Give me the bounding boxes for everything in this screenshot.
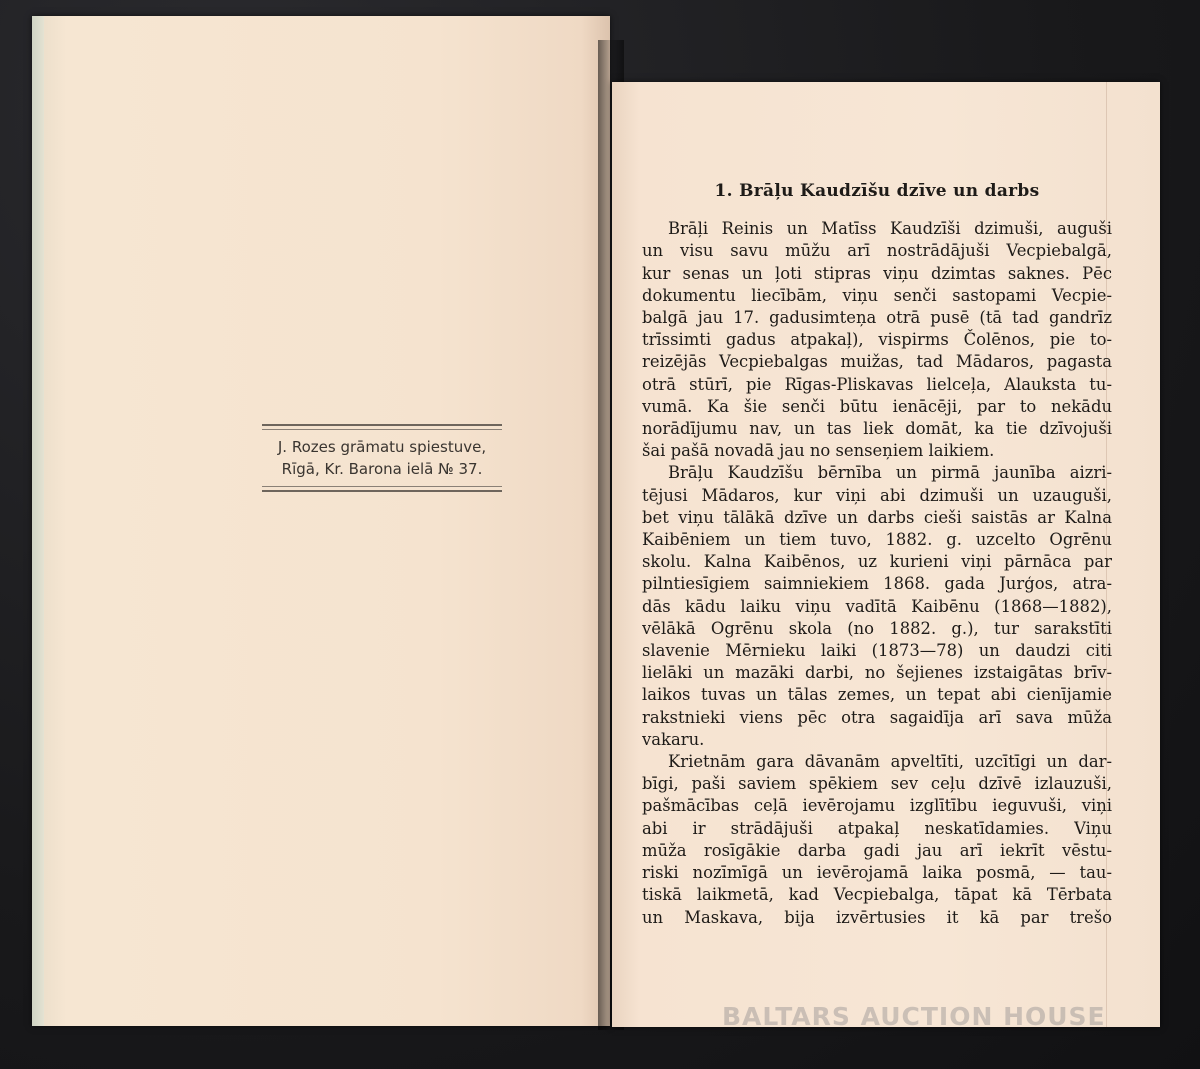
paragraph-3 xyxy=(642,751,1112,929)
text-line: vakaru. xyxy=(642,729,705,749)
text-line: trīssimti gadus atpakaļ), vispirms Čolēnos, pie to- xyxy=(642,330,1112,350)
paragraph-1 xyxy=(642,218,1112,462)
text-line: kur senas un ļoti stipras viņu dzimtas saknes. Pēc xyxy=(642,263,1112,283)
text-line: tiskā laikmetā, kad Vecpiebalga, tāpat kā Tērbata xyxy=(642,885,1112,905)
paragraph-2 xyxy=(642,462,1112,751)
text-line: balgā jau 17. gadusimteņa otrā pusē (tā tad gandrīz xyxy=(642,308,1112,328)
text-line: Krietnām gara dāvanām apveltīti, uzcītīgi un dar- xyxy=(668,752,1112,772)
text-line: otrā stūrī, pie Rīgas-Pliskavas lielceļa, Alauksta tu- xyxy=(642,374,1112,394)
chapter-text xyxy=(642,180,1112,929)
chapter-title: 1. Brāļu Kaudzīšu dzīve un darbs xyxy=(714,181,1040,201)
text-line: vumā. Ka šie senči būtu ienācēji, par to nekādu xyxy=(642,396,1112,416)
text-line: pilntiesīgiem saimniekiem 1868. gada Jurģos, atra- xyxy=(642,574,1112,594)
left-page-edge xyxy=(32,16,44,1026)
text-line: riski nozīmīgā un ievērojamā laika posmā, — tau- xyxy=(642,863,1112,883)
text-line: dās kādu laiku viņu vadītā Kaibēnu (1868—1882), xyxy=(642,596,1112,616)
text-line: šai pašā novadā jau no senseņiem laikiem. xyxy=(642,441,995,461)
text-line: skolu. Kalna Kaibēnos, uz kurieni viņi pārnāca par xyxy=(642,552,1112,572)
left-page xyxy=(32,16,610,1026)
auction-house-watermark: BALTARS AUCTION HOUSE xyxy=(722,1002,1106,1031)
text-line: tējusi Mādaros, kur viņi abi dzimuši un uzauguši, xyxy=(642,485,1112,505)
text-line: laikos tuvas un tālas zemes, un tepat abi cienījamie xyxy=(642,685,1112,705)
imprint-line-2: Rīgā, Kr. Barona ielā № 37. xyxy=(281,460,483,478)
text-line: slavenie Mērnieku laiki (1873—78) un daudzi citi xyxy=(642,641,1112,661)
text-line: norādījumu nav, un tas liek domāt, ka tie dzīvojuši xyxy=(642,419,1112,439)
text-line: vēlākā Ogrēnu skola (no 1882. g.), tur sarakstīti xyxy=(642,618,1112,638)
text-line: mūža rosīgākie darba gadi jau arī iekrīt vēstu- xyxy=(642,840,1112,860)
right-page xyxy=(612,82,1160,1027)
text-line: un visu savu mūžu arī nostrādājuši Vecpiebalgā, xyxy=(642,241,1112,261)
imprint-line-1: J. Rozes grāmatu spiestuve, xyxy=(277,438,487,456)
text-line: abi ir strādājuši atpakaļ neskatīdamies. Viņu xyxy=(642,818,1112,838)
printer-imprint xyxy=(262,424,502,492)
text-line: dokumentu liecībām, viņu senči sastopami Vecpie- xyxy=(642,285,1112,305)
text-line: reizējās Vecpiebalgas muižas, tad Mādaros, pagasta xyxy=(642,352,1112,372)
text-line: lielāki un mazāki darbi, no šejienes izstaigātas brīv- xyxy=(642,663,1112,683)
text-line: rakstnieki viens pēc otra sagaidīja arī sava mūža xyxy=(642,707,1112,727)
text-line: Brāļu Kaudzīšu bērnība un pirmā jaunība aizri- xyxy=(668,463,1112,483)
text-line: un Maskava, bija izvērtusies it kā par trešo xyxy=(642,907,1112,927)
text-line: bīgi, paši saviem spēkiem sev ceļu dzīvē izlauzuši, xyxy=(642,774,1112,794)
text-line: bet viņu tālākā dzīve un darbs cieši saistās ar Kalna xyxy=(642,507,1112,527)
text-line: pašmācības ceļā ievērojamu izglītību ieguvuši, viņi xyxy=(642,796,1112,816)
text-line: Brāļi Reinis un Matīss Kaudzīši dzimuši, auguši xyxy=(668,219,1112,239)
text-line: Kaibēniem un tiem tuvo, 1882. g. uzcelto Ogrēnu xyxy=(642,530,1112,550)
